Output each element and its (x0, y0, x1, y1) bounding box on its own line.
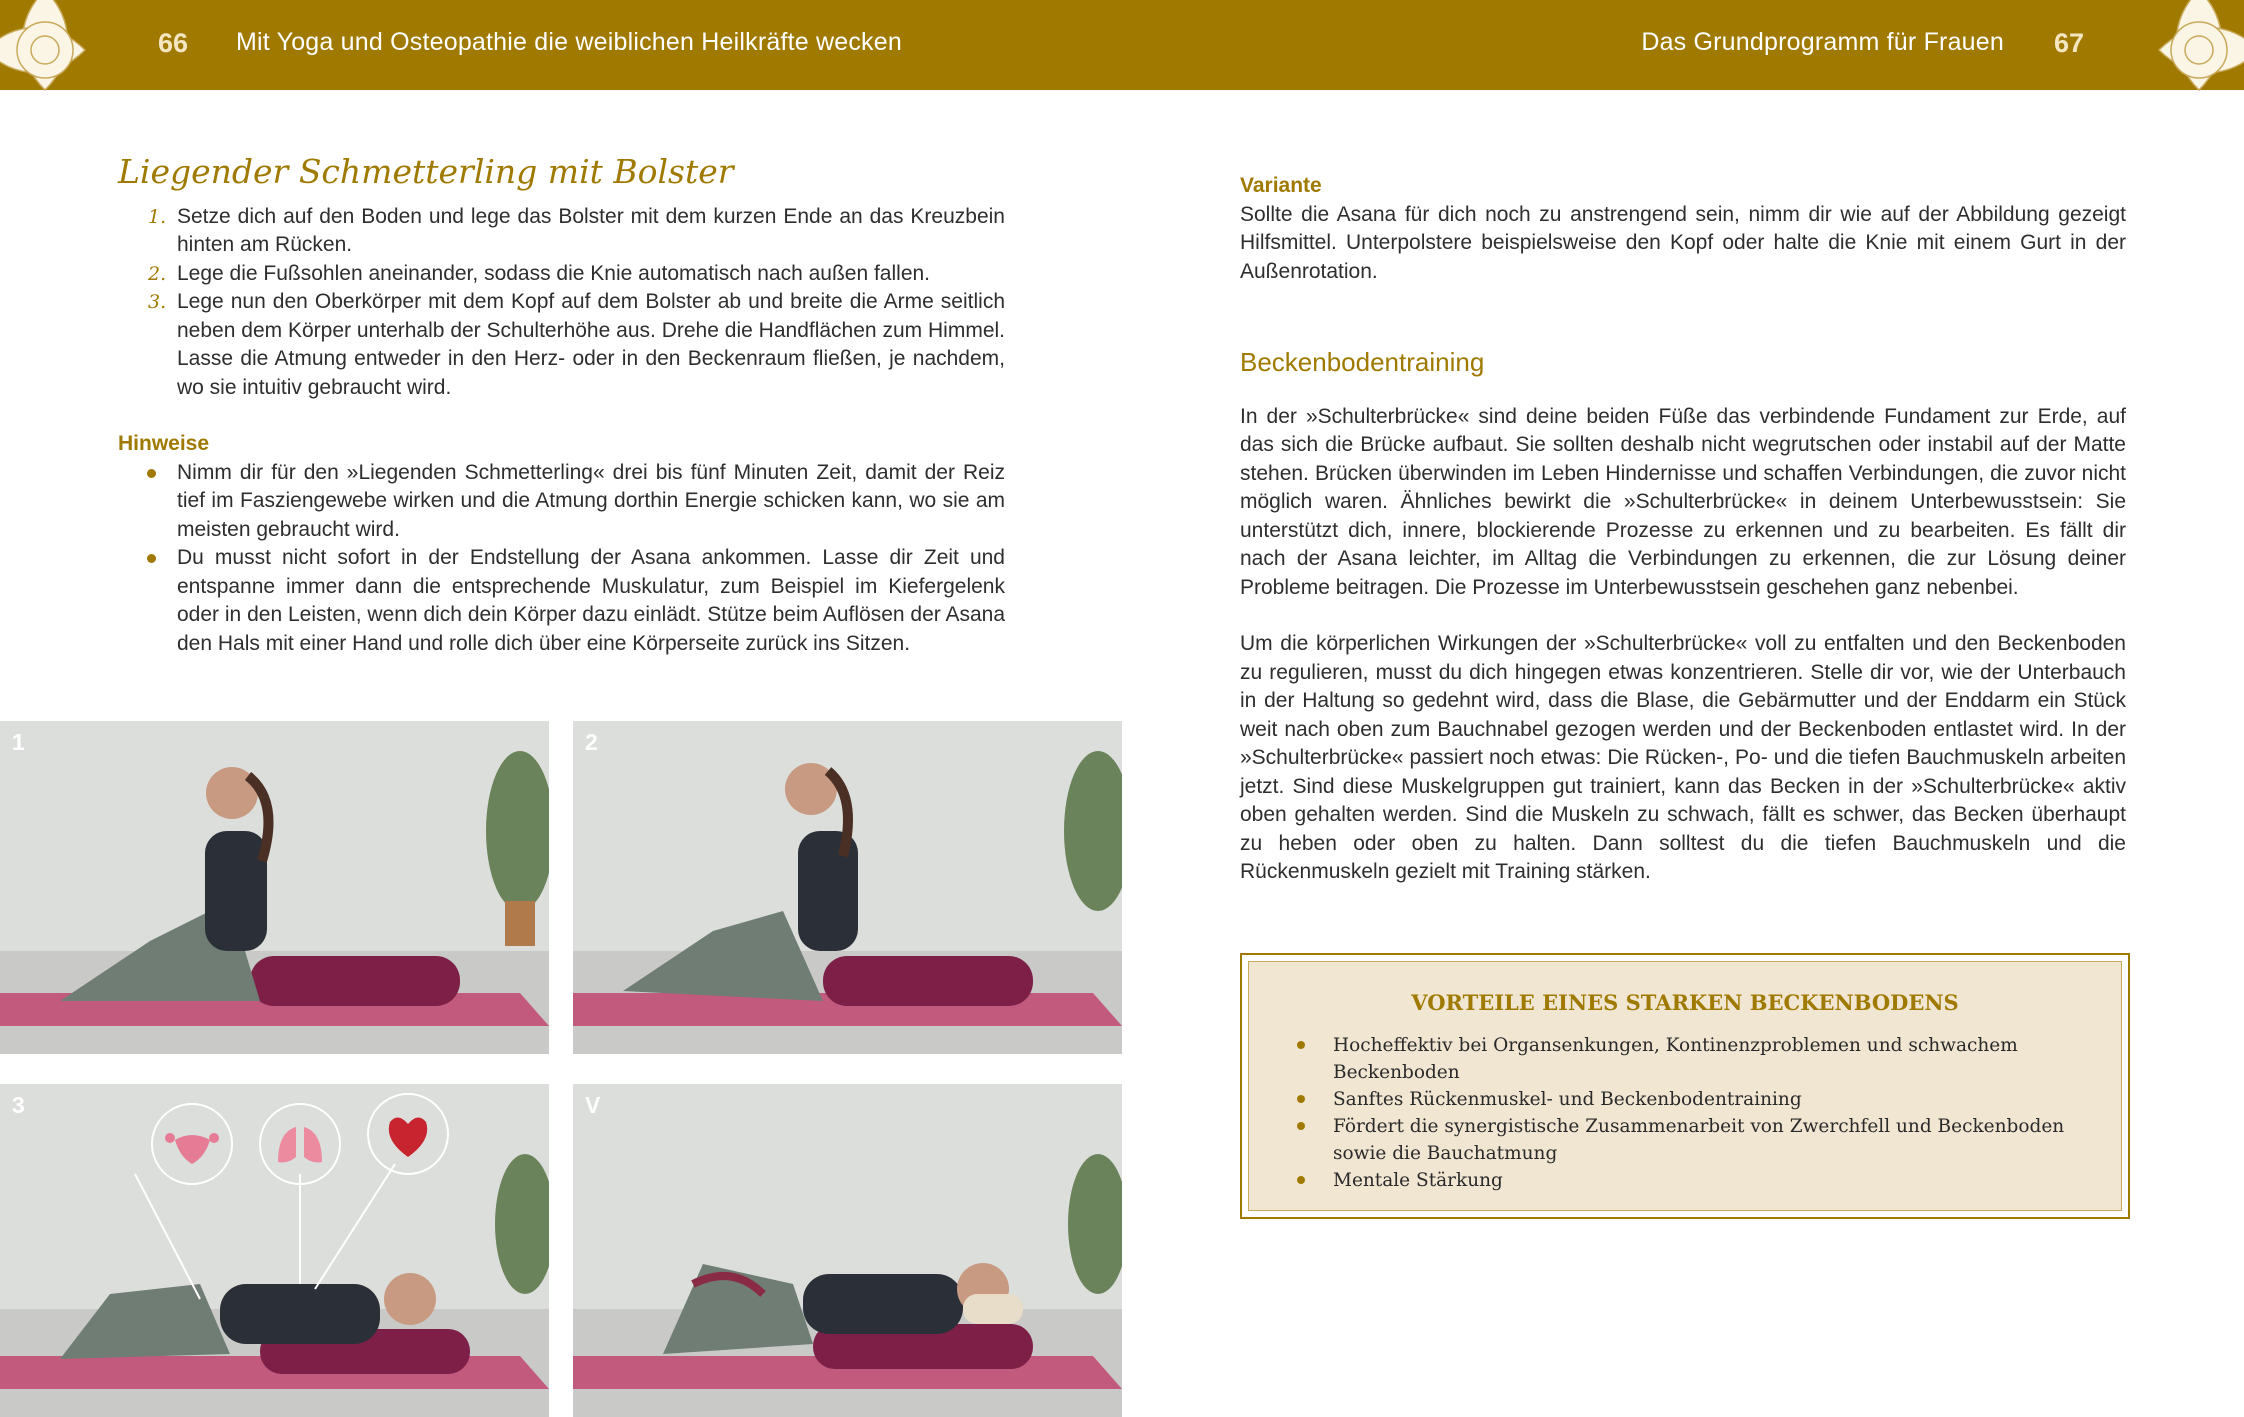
step-item (118, 203, 1005, 260)
step-item (118, 260, 1005, 289)
page-number-right: 67 (2053, 28, 2084, 58)
photo-label: 3 (12, 1092, 25, 1118)
photo-variant (573, 1084, 1122, 1417)
step-text: Setze dich auf den Boden und lege das Bolster mit dem kurzen Ende an das Kreuzbein hinten am Rücken. (177, 204, 1005, 256)
hint-item: Nimm dir für den »Liegenden Schmetterling« drei bis fünf Minuten Zeit, damit der Reiz tief im Fasziengewebe wirken und die Atmung dorthin Energie schicken kann, wo sie am meisten gebraucht wird. (118, 459, 1005, 545)
photo-step-1 (0, 721, 549, 1054)
running-title-right: Das Grundprogramm für Frauen (1641, 28, 2004, 56)
paragraph-2: Um die körperlichen Wirkungen der »Schulterbrücke« voll zu entfalten und den Beckenboden zu regulieren, musst du dich hingegen etwas konzentrieren. Stelle dir vor, wie der Unterbauch in der Haltung so gedehnt wird, dass die Blase, die Gebärmutter und der Enddarm ein Stück weit nach oben zum Bauchnabel gezogen werden und der Beckenboden entlastet wird. In der »Schulterbrücke« passiert noch etwas: Die Rücken-, Po- und die tiefen Bauchmuskeln arbeiten jetzt. Sind diese Muskelgruppen gut trainiert, kann das Becken in der »Schulterbrücke« aktiv oben gehalten werden. Sind die Muskeln zu schwach, fällt es schwer, das Becken überhaupt zu heben oder oben zu halten. Dann solltest du die tiefen Bauchmuskeln und die Rückenmuskeln gezielt mit Training stärken. (1240, 632, 2126, 883)
photo-label: 1 (12, 729, 25, 755)
mandala-ornament-icon (0, 0, 115, 130)
photo-label: V (585, 1092, 601, 1118)
benefits-box (1240, 953, 2130, 1219)
photo-label: 2 (585, 729, 598, 755)
step-item (118, 288, 1005, 402)
mandala-ornament-icon (2129, 0, 2244, 130)
running-title-left: Mit Yoga und Osteopathie die weiblichen Heilkräfte wecken (236, 28, 902, 56)
hints-list (118, 459, 1005, 659)
left-text-column (118, 152, 1005, 658)
benefit-item: Sanftes Rückenmuskel- und Beckenbodentraining (1297, 1086, 2087, 1113)
photo-step-3 (0, 1084, 549, 1417)
variant-text: Sollte die Asana für dich noch zu anstrengend sein, nimm dir wie auf der Abbildung gezeigt Hilfsmittel. Unterpolstere beispielsweise den Kopf oder halte die Knie mit einem Gurt in der Außenrotation. (1240, 202, 2126, 283)
lungs-icon (258, 1102, 343, 1187)
steps-list (118, 203, 1005, 403)
hint-item: Du musst nicht sofort in der Endstellung der Asana ankommen. Lasse dir Zeit und entspanne immer dann die entsprechende Muskulatur, zum Beispiel im Kiefergelenk oder in den Leisten, wenn dich dein Körper dazu einlädt. Stütze beim Auflösen der Asana den Hals mit einer Hand und rolle dich über eine Körperseite zurück ins Sitzen. (118, 544, 1005, 658)
uterus-icon (150, 1102, 235, 1187)
step-number: 3. (148, 291, 167, 313)
running-header (0, 0, 2244, 90)
photo-step-2 (573, 721, 1122, 1054)
right-text-column (1240, 172, 2126, 887)
section-title: Beckenbodentraining (1240, 347, 1485, 377)
paragraph-1: In der »Schulterbrücke« sind deine beiden Füße das verbindende Fundament zur Erde, auf das sich die Brücke aufbaut. Sie sollten deshalb nicht wegrutschen oder instabil auf der Matte stehen. Brücken überwinden im Leben Hindernisse und schaffen Verbindungen, die zuvor nicht möglich waren. Ähnliches bewirkt die »Schulterbrücke« in deinem Unterbewusstsein: Sie unterstützt dich, innere, blockierende Prozesse zu erkennen und zu bearbeiten. Es fällt dir nach der Asana leichter, im Alltag die Verbindungen zu erkennen, die zur Lösung deiner Probleme beitragen. Die Prozesse im Unterbewusstsein geschehen ganz nebenbei. (1240, 404, 2126, 599)
benefit-item: Fördert die synergistische Zusammenarbeit von Zwerchfell und Beckenboden sowie die Bauchatmung (1297, 1113, 2087, 1167)
heart-icon (366, 1092, 451, 1177)
step-number: 1. (148, 205, 167, 228)
step-number: 2. (148, 262, 167, 285)
exercise-title: Liegender Schmetterling mit Bolster (118, 152, 734, 191)
step-text: Lege nun den Oberkörper mit dem Kopf auf dem Bolster ab und breite die Arme seitlich neben dem Körper unterhalb der Schulterhöhe aus. Drehe die Handflächen zum Himmel. Lasse die Atmung entweder in den Herz- oder in den Beckenraum fließen, je nachdem, wo sie intuitiv gebraucht wird. (177, 290, 1005, 399)
page-number-left: 66 (158, 28, 189, 58)
variant-heading: Variante (1240, 174, 1322, 197)
benefits-title: VORTEILE EINES STARKEN BECKENBODENS (1411, 990, 1959, 1015)
benefit-item: Mentale Stärkung (1297, 1167, 2087, 1194)
benefit-item: Hocheffektiv bei Organsenkungen, Kontinenzproblemen und schwachem Beckenboden (1297, 1032, 2087, 1086)
benefits-list (1297, 1032, 2087, 1194)
step-text: Lege die Fußsohlen aneinander, sodass die Knie automatisch nach außen fallen. (177, 261, 931, 285)
hints-heading: Hinweise (118, 432, 210, 455)
